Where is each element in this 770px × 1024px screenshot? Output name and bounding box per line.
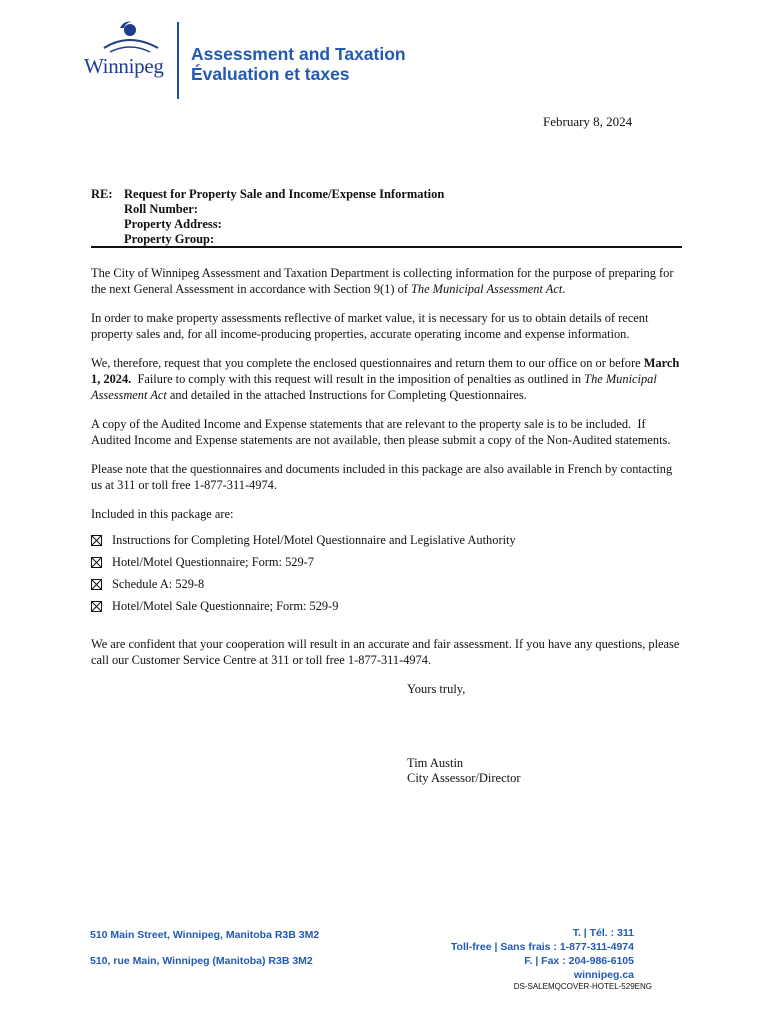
paragraph-purpose-end: .: [562, 282, 566, 296]
footer-tollfree: Toll-free | Sans frais : 1-877-311-4974: [450, 941, 634, 953]
paragraph-included: Included in this package are:: [91, 507, 234, 521]
footer-address: [90, 928, 319, 968]
re-property-group: Property Group:: [124, 232, 215, 246]
re-subject: Request for Property Sale and Income/Expense Information: [124, 187, 445, 201]
list-item: [91, 554, 686, 570]
paragraph-request-text: We, therefore, request that you complete the enclosed questionnaires and return them to our office on or before: [91, 356, 644, 370]
signer-title: City Assessor/Director: [407, 771, 521, 785]
letter-body: [91, 265, 686, 681]
checked-box-icon: [91, 601, 102, 612]
header-divider: [177, 22, 179, 99]
footer-phone: T. | Tél. : 311: [572, 927, 634, 939]
package-list: [91, 532, 686, 614]
paragraph-request-end: and detailed in the attached Instructions for Completing Questionnaires.: [166, 388, 527, 402]
document-id: DS-SALEMQCOVER-HOTEL-529ENG: [513, 982, 652, 991]
act-title: The Municipal Assessment Act: [411, 282, 563, 296]
checked-box-icon: [91, 535, 102, 546]
paragraph-request: [91, 355, 686, 403]
department-name: [191, 44, 406, 84]
list-item: [91, 532, 686, 548]
winnipeg-logo-icon: [84, 18, 174, 58]
paragraph-audited: A copy of the Audited Income and Expense statements that are relevant to the property sale is to be included. If Audited Income and Expense statements are not available, then please submit a copy of the Non-Audited statements.: [91, 417, 671, 447]
footer-website-link[interactable]: winnipeg.ca: [573, 969, 634, 981]
list-item-label: Hotel/Motel Questionnaire; Form: 529-7: [112, 555, 315, 569]
address-fr: 510, rue Main, Winnipeg (Manitoba) R3B 3M2: [90, 955, 313, 967]
footer-contact: [451, 926, 634, 982]
logo-text: Winnipeg: [84, 54, 164, 78]
list-item-label: Hotel/Motel Sale Questionnaire; Form: 529-9: [112, 599, 339, 613]
re-roll-number: Roll Number:: [124, 202, 198, 216]
paragraph-french: Please note that the questionnaires and documents included in this package are also available in French by contacting us at 311 or toll free 1-877-311-4974.: [91, 462, 673, 492]
re-label: RE:: [91, 187, 113, 201]
address-en: 510 Main Street, Winnipeg, Manitoba R3B 3M2: [90, 929, 320, 941]
signature-block: [407, 756, 521, 786]
checked-box-icon: [91, 579, 102, 590]
paragraph-market-value: In order to make property assessments reflective of market value, it is necessary for us to obtain details of recent property sales and, for all income-producing properties, accurate operating income and expense information.: [91, 311, 649, 341]
letter-date: February 8, 2024: [543, 114, 633, 129]
department-name-fr: Évaluation et taxes: [191, 64, 350, 84]
closing: Yours truly,: [407, 682, 466, 696]
paragraph-confident: We are confident that your cooperation will result in an accurate and fair assessment. If you have any questions, please call our Customer Service Centre at 311 or toll free 1-877-311-4974.: [91, 637, 680, 667]
list-item-label: Schedule A: 529-8: [112, 577, 205, 591]
list-item: [91, 576, 686, 592]
paragraph-purpose-text: The City of Winnipeg Assessment and Taxation Department is collecting information for the purpose of preparing for the next General Assessment in accordance with Section 9(1) of: [91, 266, 674, 296]
due-date: March 1, 2024.: [91, 356, 680, 386]
paragraph-purpose: [91, 265, 686, 297]
footer-fax: F. | Fax : 204-986-6105: [524, 955, 634, 967]
re-property-address: Property Address:: [124, 217, 222, 231]
re-rule: [91, 246, 682, 248]
list-item-label: Instructions for Completing Hotel/Motel Questionnaire and Legislative Authority: [112, 533, 516, 547]
winnipeg-logo: [84, 18, 174, 86]
act-title: The Municipal Assessment Act: [91, 372, 657, 402]
paragraph-request-penalty: Failure to comply with this request will result in the imposition of penalties as outlined in: [131, 372, 585, 386]
signer-name: Tim Austin: [407, 756, 464, 770]
department-name-en: Assessment and Taxation: [191, 44, 406, 64]
list-item: [91, 598, 686, 614]
checked-box-icon: [91, 557, 102, 568]
